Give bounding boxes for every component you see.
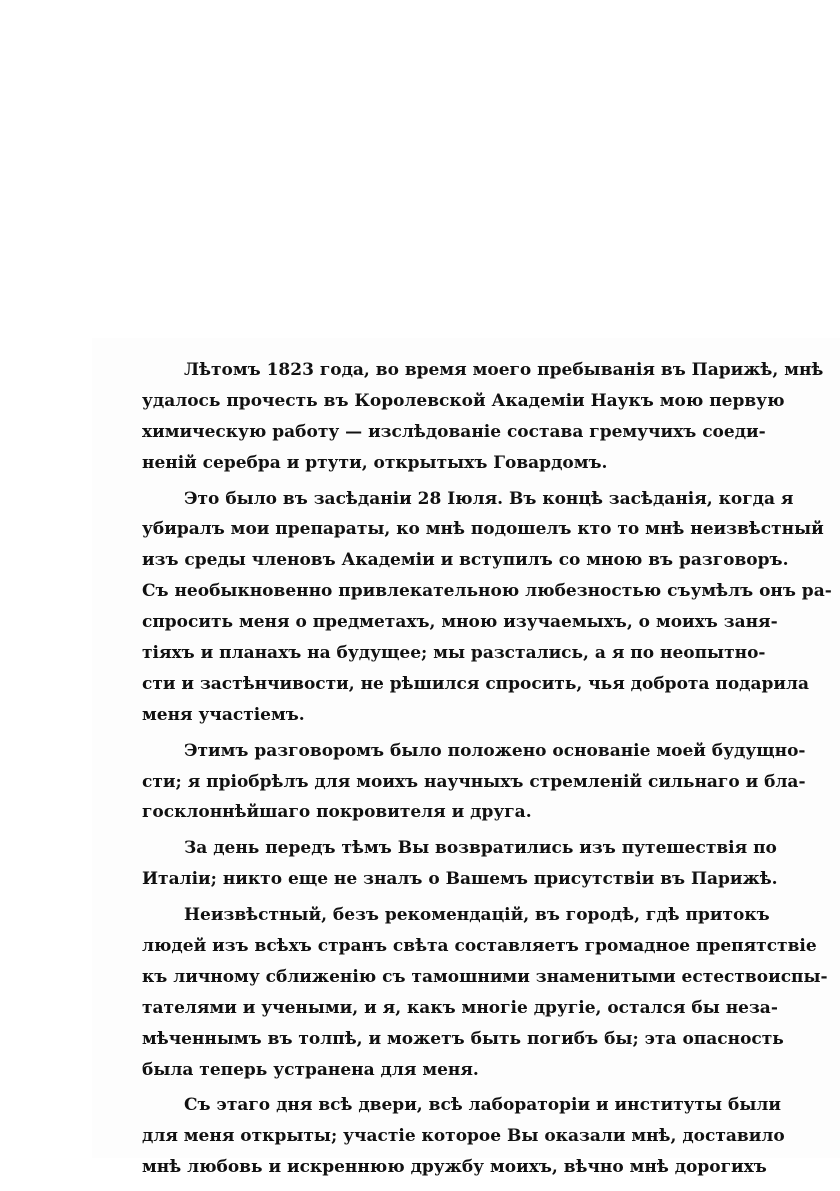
text-line: Италіи; никто еще не зналъ о Вашемъ присутствіи въ Парижѣ. — [142, 869, 778, 890]
text-line: людей изъ всѣхъ странъ свѣта составляетъ громадное препятствіе — [142, 936, 817, 957]
text-line: сти и застѣнчивости, не рѣшился спросить, чья доброта подарила — [142, 673, 810, 694]
text-line: мнѣ любовь и искреннюю дружбу моихъ, вѣчно мнѣ дорогихъ — [142, 1157, 767, 1178]
text-line: къ личному сближенію съ тамошними знаменитыми естествоиспы- — [142, 966, 828, 987]
text-line: неній серебра и ртути, открытыхъ Говардомъ. — [142, 452, 608, 473]
paragraph — [142, 833, 778, 895]
paragraph — [142, 900, 828, 1085]
text-line: тателями и учеными, и я, какъ многіе другіе, остался бы неза- — [142, 997, 778, 1018]
paragraph — [142, 355, 824, 479]
paragraph — [142, 484, 832, 731]
text-line: тіяхъ и планахъ на будущее; мы разстались, а я по неопытно- — [142, 643, 766, 664]
text-line: сти; я пріобрѣлъ для моихъ научныхъ стремленій сильнаго и бла- — [142, 771, 806, 792]
text-line: спросить меня о предметахъ, мною изучаемыхъ, о моихъ заня- — [142, 612, 778, 633]
text-line: убиралъ мои препараты, ко мнѣ подошелъ кто то мнѣ неизвѣстный — [142, 519, 824, 540]
text-line: Съ этаго дня всѣ двери, всѣ лабораторіи и институты были — [184, 1095, 781, 1116]
body-text — [142, 355, 832, 1183]
text-line: Лѣтомъ 1823 года, во время моего пребыванія въ Парижѣ, мнѣ — [184, 360, 824, 380]
text-line: изъ среды членовъ Академіи и вступилъ со мною въ разговоръ. — [142, 550, 789, 571]
text-line: госклоннѣйшаго покровителя и друга. — [142, 802, 532, 823]
paragraph — [142, 1090, 785, 1183]
text-line: химическую работу — изслѣдованіе состава гремучихъ соеди- — [142, 421, 766, 442]
text-line: удалось прочесть въ Королевской Академіи Наукъ мою первую — [142, 390, 785, 411]
text-line: За день передъ тѣмъ Вы возвратились изъ путешествія по — [184, 838, 777, 859]
text-line: была теперь устранена для меня. — [142, 1059, 479, 1080]
text-line: Съ необыкновенно привлекательною любезностью съумѣлъ онъ ра- — [142, 581, 832, 602]
text-line: Этимъ разговоромъ было положено основаніе моей будущно- — [184, 740, 806, 761]
text-line: Это было въ засѣданіи 28 Іюля. Въ концѣ засѣданія, когда я — [184, 488, 794, 509]
text-line: меня участіемъ. — [142, 704, 305, 725]
text-line: Неизвѣстный, безъ рекомендацій, въ городѣ, гдѣ притокъ — [184, 905, 770, 926]
paragraph — [142, 736, 806, 829]
text-line: для меня открыты; участіе которое Вы оказали мнѣ, доставило — [142, 1126, 785, 1147]
text-line: мѣченнымъ въ толпѣ, и можетъ быть погибъ бы; эта опасность — [142, 1028, 784, 1049]
